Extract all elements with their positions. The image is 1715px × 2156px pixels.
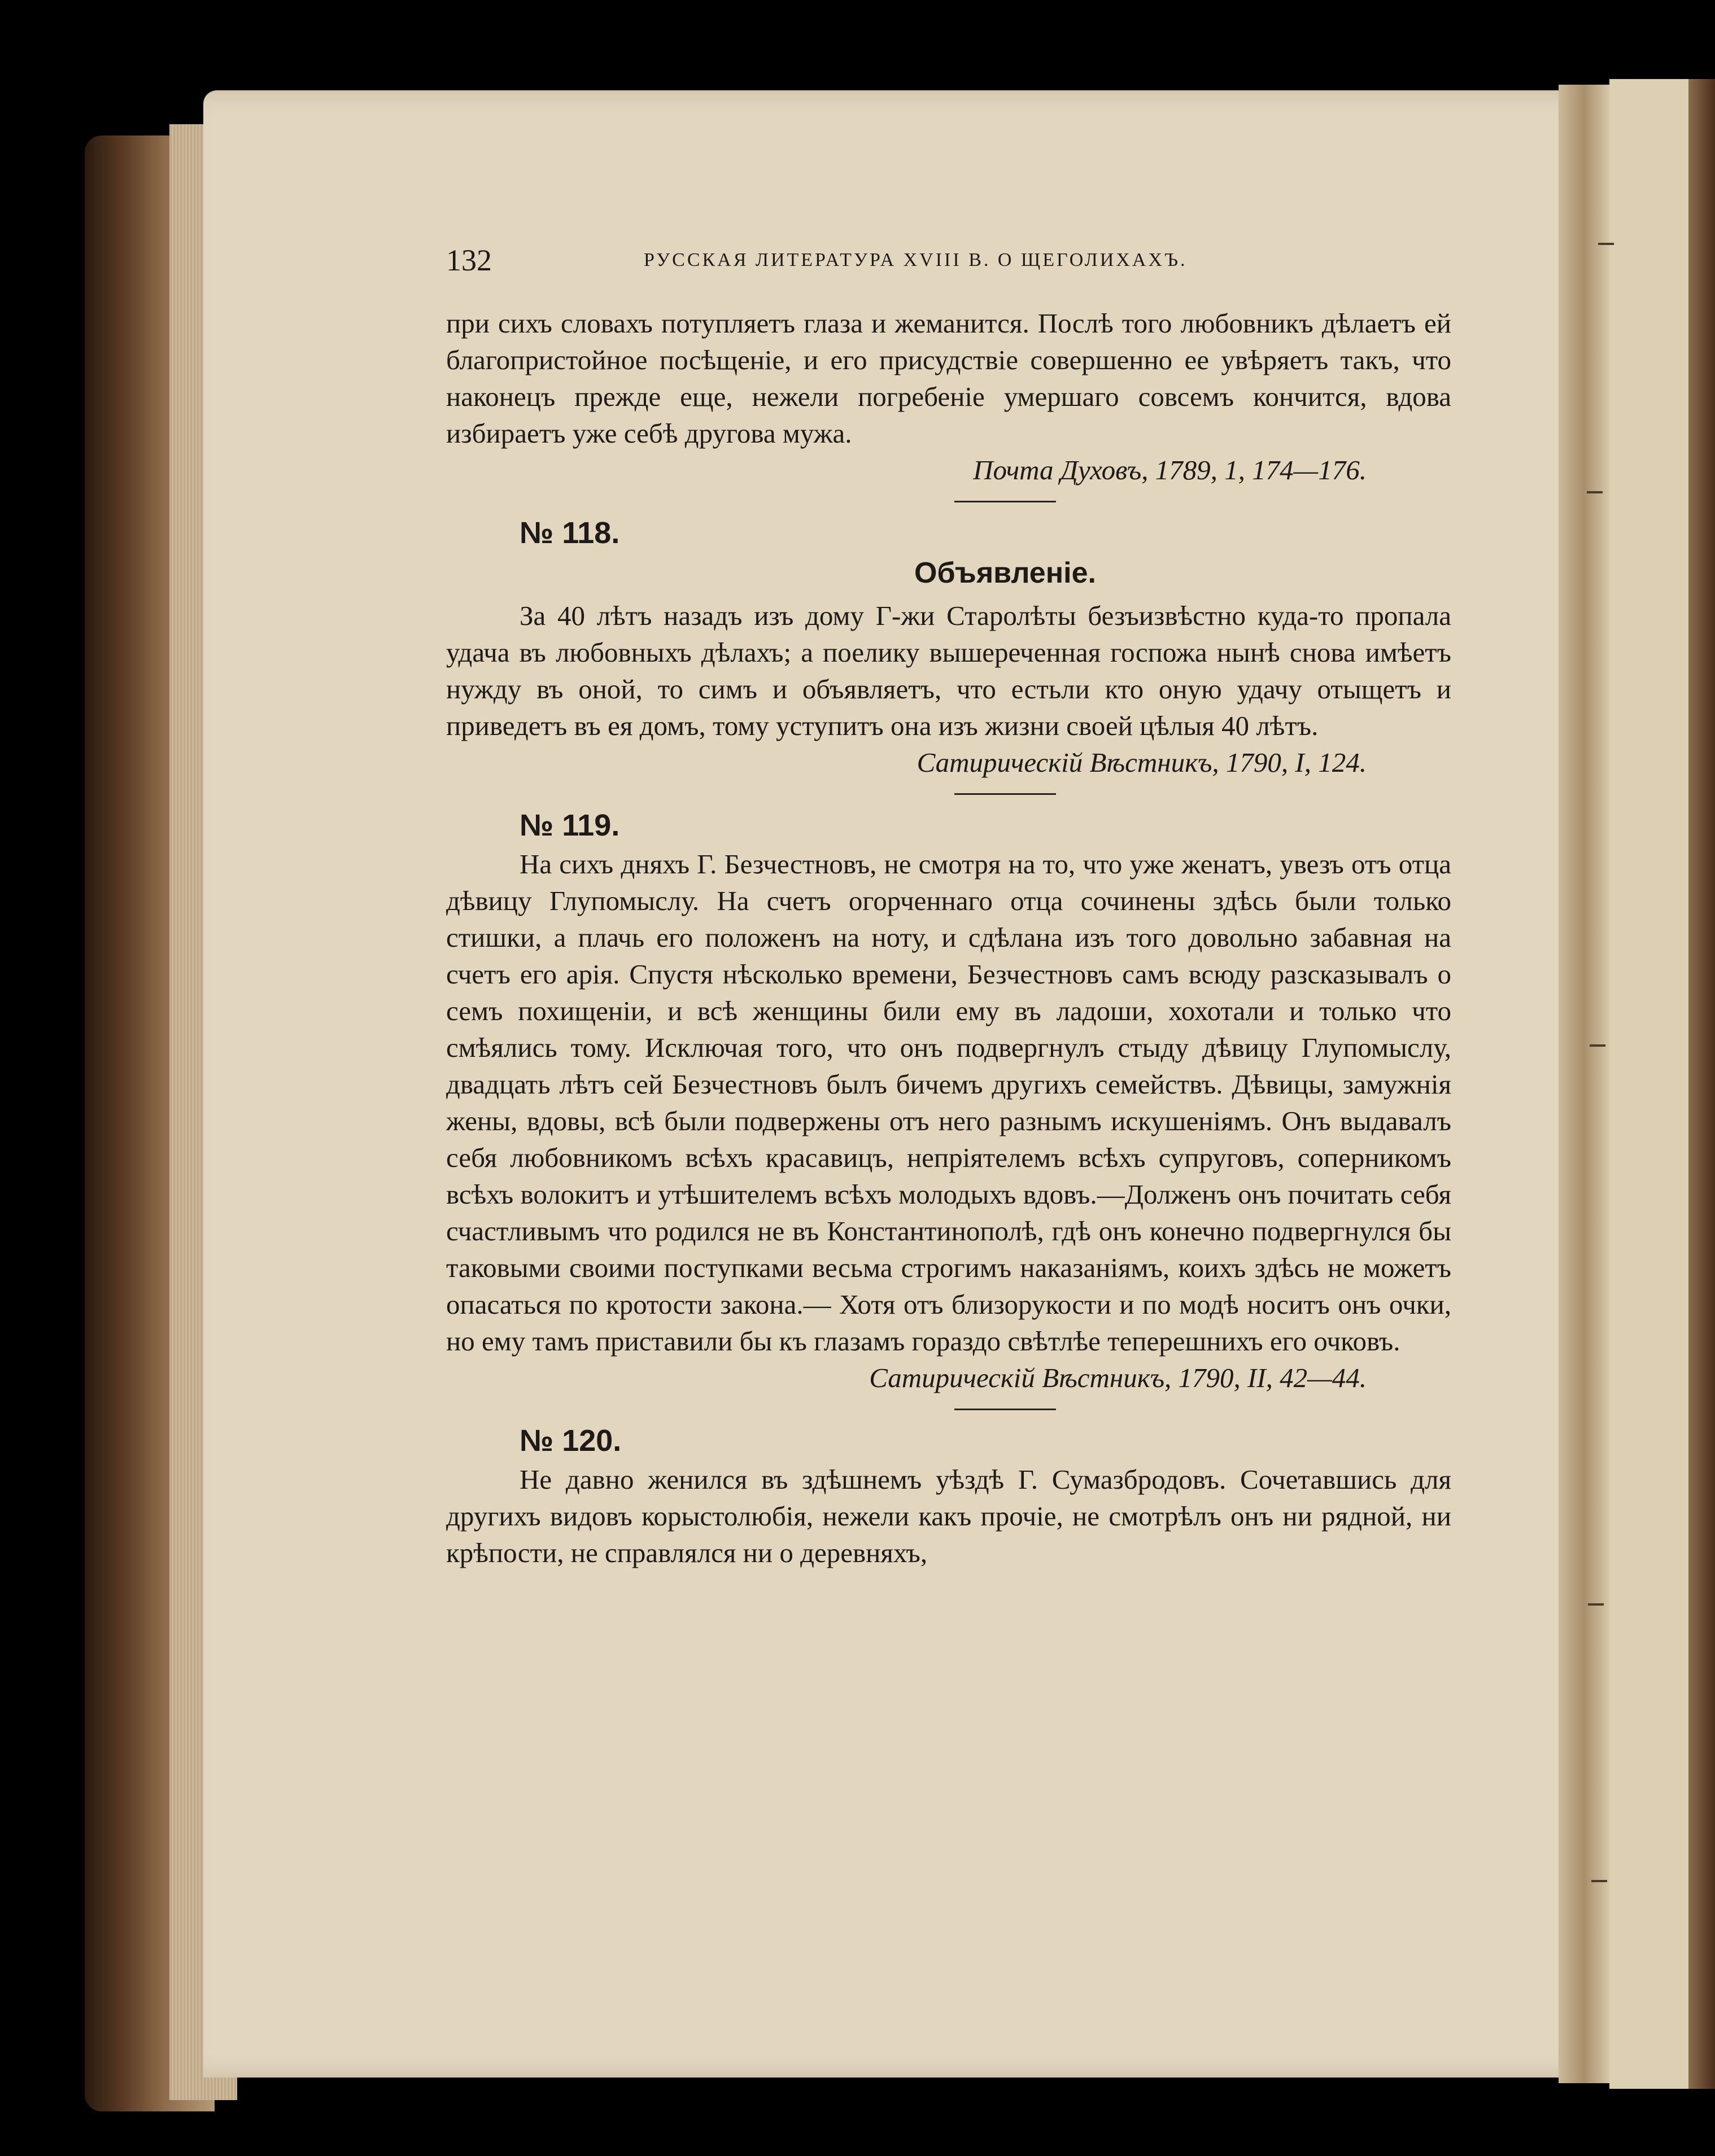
entry-source-118: Сатирическiй Вѣстникъ, 1790, I, 124. [917,747,1367,778]
entry-paragraph-119: На сихъ дняхъ Г. Безчестновъ, не смотря на то, что уже женатъ, увезъ отъ отца дѣвицу Глупомыслу. На счетъ огорченнаго отца сочинены здѣсь были только стишки, а плачь его положенъ на ноту, и сдѣлана изъ того довольно забавная на счетъ его арiя. Спустя нѣсколько времени, Безчестновъ самъ всюду разсказывалъ о семъ похищенiи, и всѣ женщины били ему въ ладоши, хохотали и только что смѣялись тому. Исключая того, что онъ подвергнулъ стыду дѣвицу Глупомыслу, двадцать лѣтъ сей Безчестновъ былъ бичемъ другихъ семействъ. Дѣвицы, замужнiя жены, вдовы, всѣ были подвержены отъ него разнымъ искушенiямъ. Онъ выдавалъ себя любовникомъ всѣхъ красавицъ, непрiятелемъ всѣхъ супруговъ, соперникомъ всѣхъ волокитъ и утѣшителемъ всѣхъ молодыхъ вдовъ.—Долженъ онъ почитать себя счастливымъ что родился не въ Константинополѣ, гдѣ онъ конечно подвергнулся бы таковыми своими поступками весьма строгимъ наказанiямъ, коихъ здѣсь не можетъ опасаться по кротости закона.— Хотя отъ близорукости и по модѣ носитъ онъ очки, но ему тамъ приставили бы къ глазамъ гораздо свѣтлѣе теперешнихъ его очковъ. [446,849,1451,1357]
section-divider [954,793,1056,795]
intro-paragraph: при сихъ словахъ потупляетъ глаза и жеманится. Послѣ того любовникъ дѣлаетъ ей благопристойное посѣщенiе, и его присудствiе совершенно ее увѣряетъ такъ, что наконецъ прежде еще, нежели погребенiе умершаго совсемъ кончится, вдова избираетъ уже себѣ другова мужа. [446,308,1451,449]
entry-source-119: Сатирическiй Вѣстникъ, 1790, II, 42—44. [869,1362,1367,1393]
page-header [446,243,1451,305]
facing-cover-edge [1688,79,1715,2089]
entry-paragraph-120: Не давно женился въ здѣшнемъ уѣздѣ Г. Сумазбродовъ. Сочетавшись для другихъ видовъ корыстолюбiя, нежели какъ прочiе, не смотрѣлъ онъ ни рядной, ни крѣпости, не справлялся ни о деревняхъ, [446,1464,1451,1568]
margin-tick [1591,1880,1607,1882]
margin-tick [1588,1603,1604,1606]
book-gutter [1559,85,1609,2083]
entry-number-119: № 119. [520,808,620,842]
running-head: РУССКАЯ ЛИТЕРАТУРА XVIII В. О ЩЕГОЛИХАХЪ. [644,250,1188,270]
page-content [446,243,1451,1571]
margin-tick [1587,491,1603,493]
entry-title-118: Объявленiе. [914,557,1096,589]
entry-paragraph-118: За 40 лѣтъ назадъ изъ дому Г-жи Старолѣты безъизвѣстно куда-то пропала удача въ любовныхъ дѣлахъ; а поелику вышереченная госпожа нынѣ снова имѣетъ нужду въ оной, то симъ и объявляетъ, что естьли кто оную удачу отыщетъ и приведетъ въ ея домъ, тому уступитъ она изъ жизни своей цѣлыя 40 лѣтъ. [446,600,1451,741]
section-divider [954,501,1056,502]
intro-source: Почта Духовъ, 1789, 1, 174—176. [973,454,1367,486]
margin-tick [1598,243,1614,245]
page-number: 132 [446,243,492,277]
entry-number-120: № 120. [520,1424,622,1458]
section-divider [954,1409,1056,1410]
margin-tick [1590,1044,1605,1047]
entry-number-118: № 118. [520,516,620,550]
